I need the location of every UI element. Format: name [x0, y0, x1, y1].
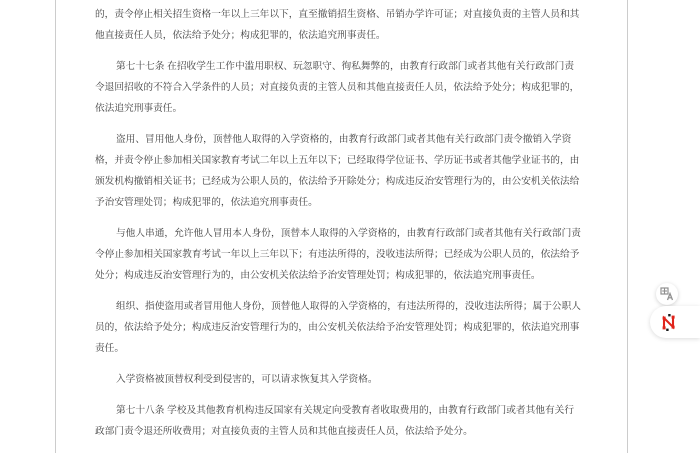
text-line: 颁发机构撤销相关证书；已经成为公职人员的，依法给予开除处分；构成违反治安管理行为的，由公安机关依法给	[95, 176, 580, 187]
paragraph	[95, 129, 587, 213]
text-line: 入学资格被顶替权利受到侵害的，可以请求恢复其入学资格。	[116, 374, 378, 385]
paragraph	[95, 223, 587, 286]
text-line: 责任。	[95, 343, 125, 354]
text-line: 令停止参加相关国家教育考试一年以上三年以下；有违法所得的，没收违法所得；已经成为公职人员的，依法给予	[95, 249, 580, 260]
text-line: 予治安管理处罚；构成犯罪的，依法追究刑事责任。	[95, 197, 318, 208]
text-line: 组织、指使盗用或者冒用他人身份，顶替他人取得的入学资格的，有违法所得的，没收违法所得；属于公职人	[116, 301, 581, 312]
text-line: 格，并责令停止参加相关国家教育考试二年以上五年以下；已经取得学位证书、学历证书或者其他学业证书的，由	[95, 155, 580, 166]
paragraph	[95, 4, 587, 46]
translate-button[interactable]	[656, 283, 678, 305]
text-line: 第七十八条 学校及其他教育机构违反国家有关规定向受教育者收取费用的，由教育行政部门或者其他有关行	[116, 405, 575, 416]
text-line: 政部门责令退还所收费用；对直接负责的主管人员和其他直接责任人员，依法给予处分。	[95, 426, 473, 437]
reference-capture-icon	[660, 314, 677, 331]
paragraph	[95, 56, 587, 119]
text-line: 第七十七条 在招收学生工作中滥用职权、玩忽职守、徇私舞弊的，由教育行政部门或者其他有关行政部门责	[116, 61, 575, 72]
text-line: 盗用、冒用他人身份，顶替他人取得的入学资格的，由教育行政部门或者其他有关行政部门责令撤销入学资	[116, 134, 572, 145]
reference-capture-button[interactable]	[650, 306, 700, 338]
text-line: 的，责令停止相关招生资格一年以上三年以下，直至撤销招生资格、吊销办学许可证；对直接负责的主管人员和其	[95, 9, 580, 20]
text-line: 他直接责任人员，依法给予处分；构成犯罪的，依法追究刑事责任。	[95, 30, 386, 41]
page-left-border	[55, 0, 56, 453]
text-line: 员的，依法给予处分；构成违反治安管理行为的，由公安机关依法给予治安管理处罚；构成犯罪的，依法追究刑事	[95, 322, 580, 333]
text-line: 处分；构成违反治安管理行为的，由公安机关依法给予治安管理处罚；构成犯罪的，依法追究刑事责任。	[95, 270, 541, 281]
text-line: 令退回招收的不符合入学条件的人员；对直接负责的主管人员和其他直接责任人员，依法给予处分；构成犯罪的，	[95, 82, 580, 93]
paragraph	[95, 296, 587, 359]
paragraph	[95, 369, 587, 390]
translate-icon	[660, 287, 674, 301]
text-line: 依法追究刑事责任。	[95, 103, 183, 114]
paragraph	[95, 400, 587, 442]
text-line: 与他人串通，允许他人冒用本人身份，顶替本人取得的入学资格的，由教育行政部门或者其他有关行政部门责	[116, 228, 581, 239]
document-body	[95, 4, 587, 452]
page-right-border	[627, 0, 628, 453]
